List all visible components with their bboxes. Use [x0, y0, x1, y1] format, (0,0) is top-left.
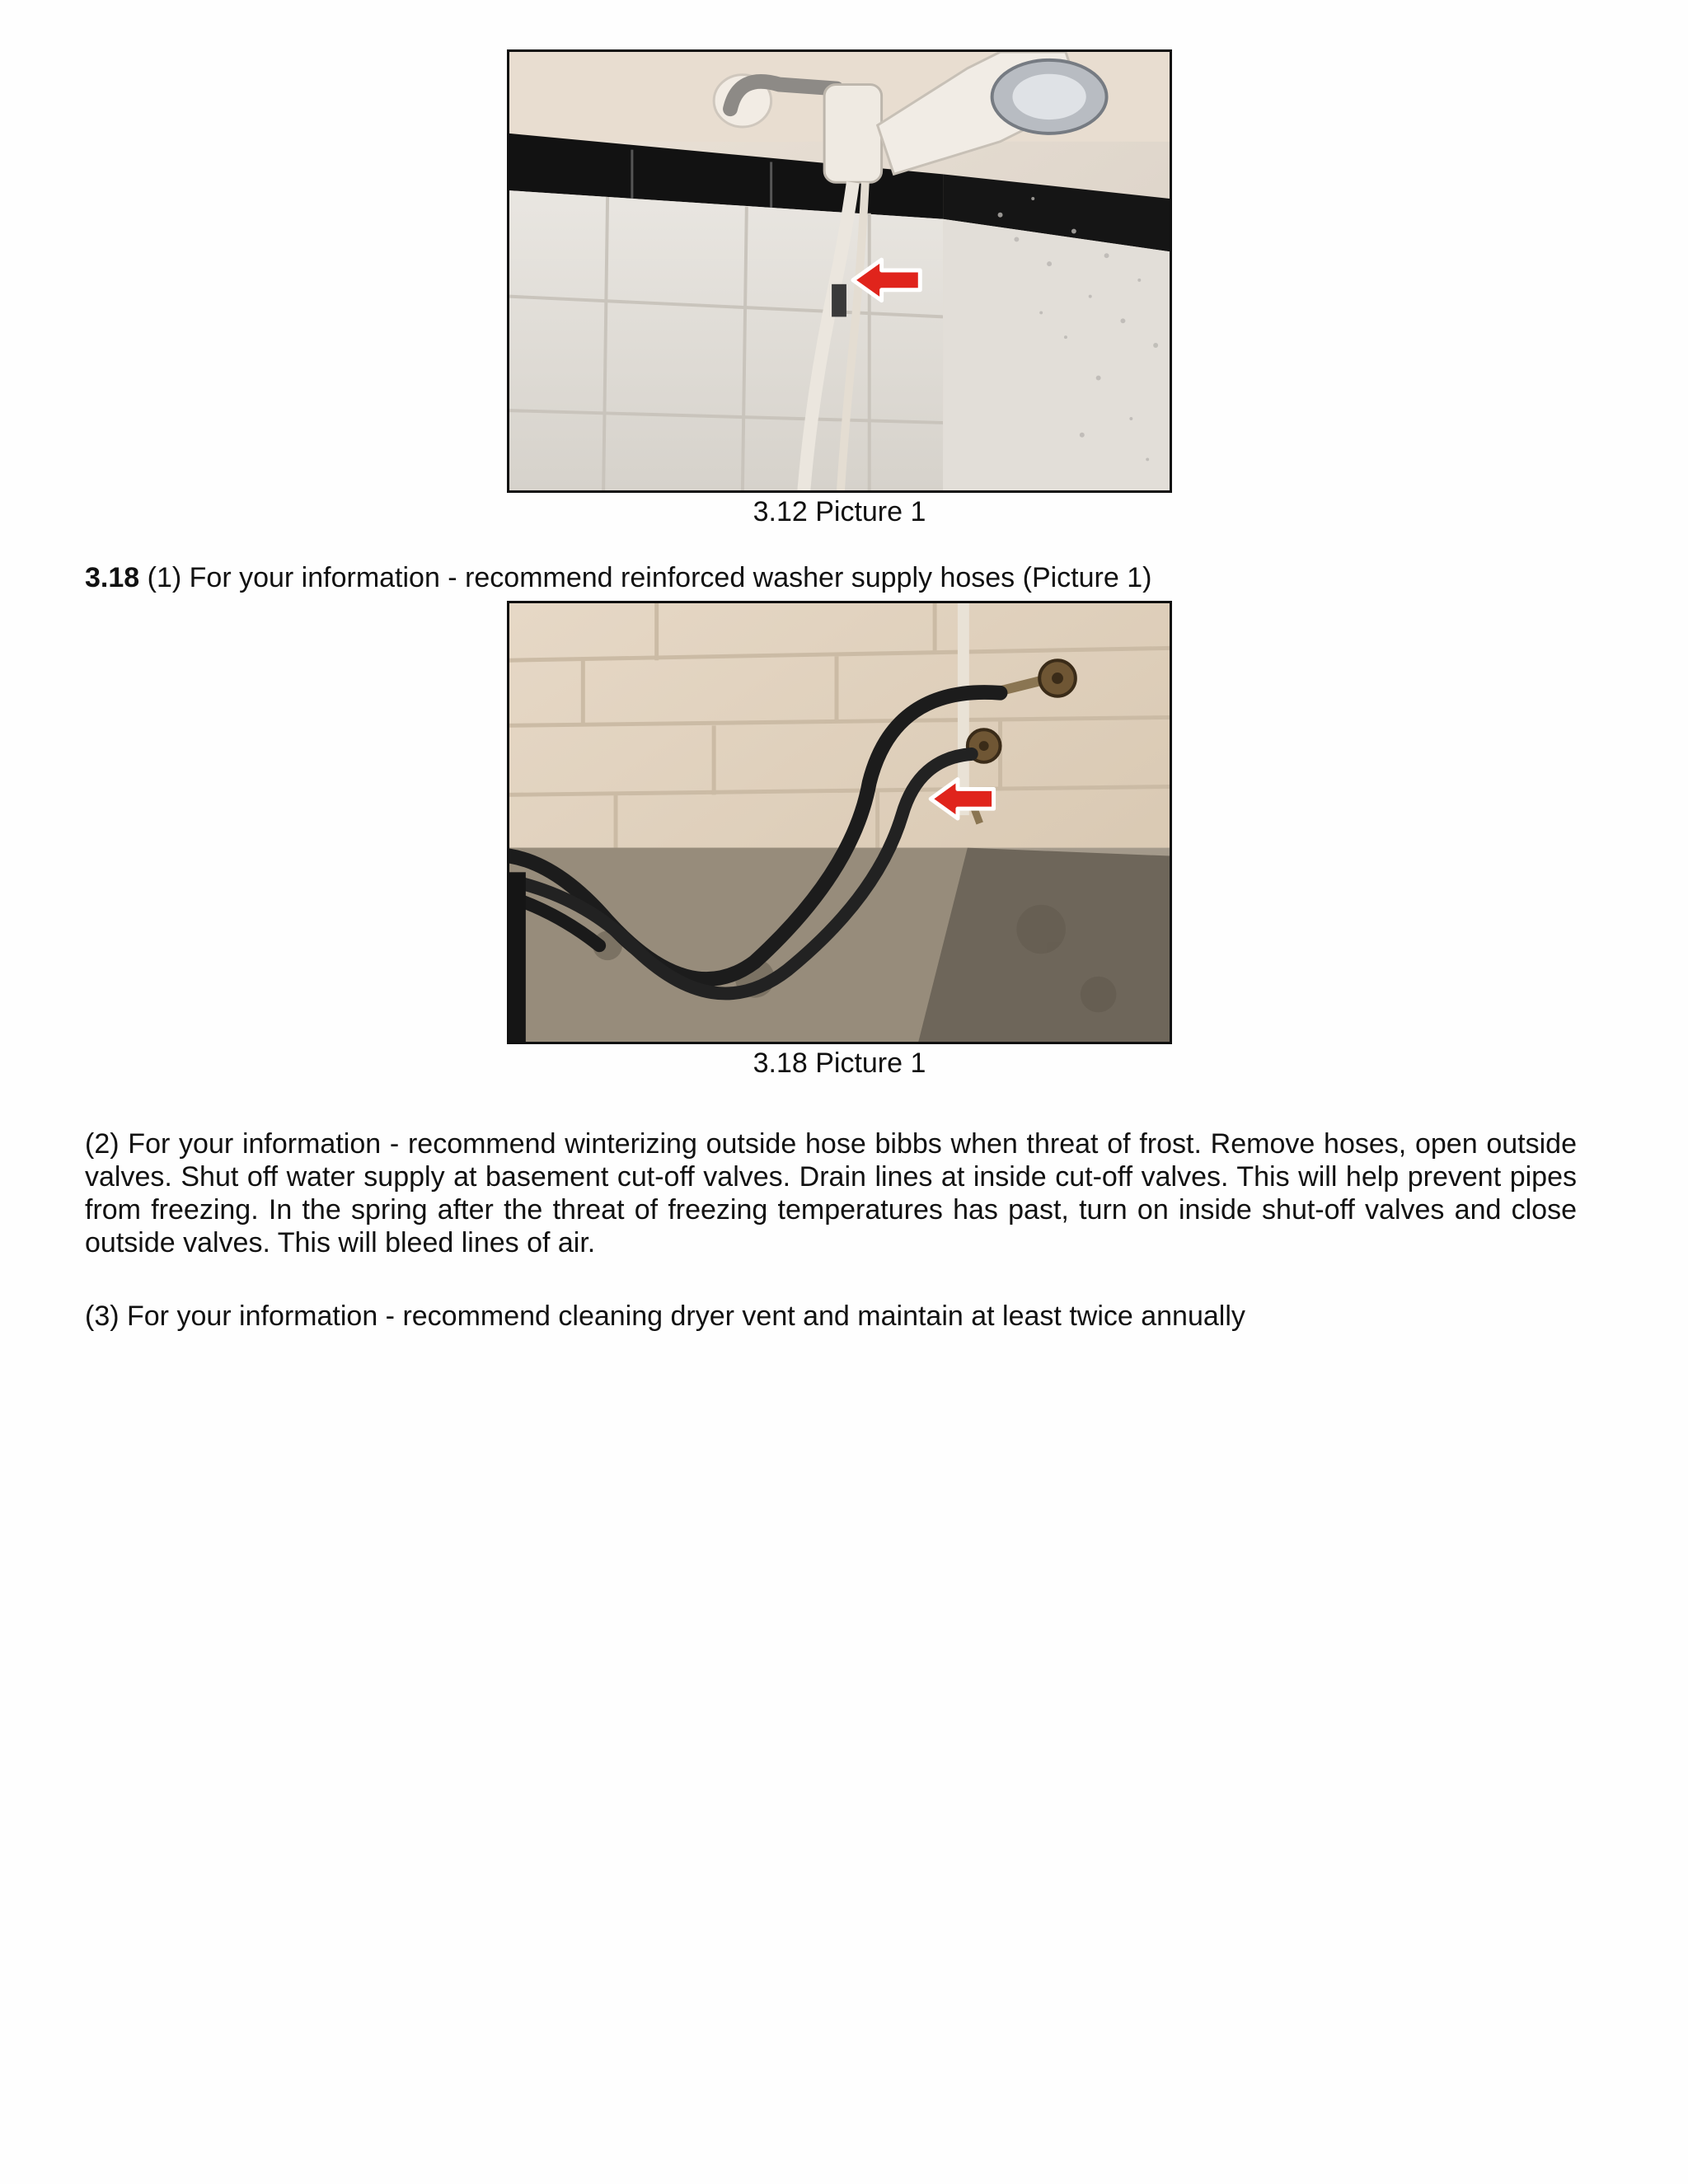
item-3-dryer-vent: (3) For your information - recommend cleaning dryer vent and maintain at least twice annually [85, 1301, 1245, 1332]
shower-hose-photo [507, 49, 1172, 493]
item-1-text: (1) For your information - recommend reinforced washer supply hoses (Picture 1) [147, 562, 1152, 593]
figure-2-caption: 3.18 Picture 1 [753, 1047, 926, 1079]
section-number: 3.18 [85, 562, 140, 593]
figure-1-caption: 3.12 Picture 1 [753, 496, 926, 527]
washer-hoses-photo [507, 601, 1172, 1044]
section-3-18-item-1 [85, 561, 1577, 594]
item-2-winterizing: (2) For your information - recommend winterizing outside hose bibbs when threat of frost. Remove hoses, open outside valves. Shut off water supply at basement cut-off valves. Drain lines at inside cut-off valves. This will help prevent pipes from freezing. In the spring after the threat of freezing temperatures has past, turn on inside shut-off valves and close outside valves. This will bleed lines of air. [85, 1128, 1577, 1258]
